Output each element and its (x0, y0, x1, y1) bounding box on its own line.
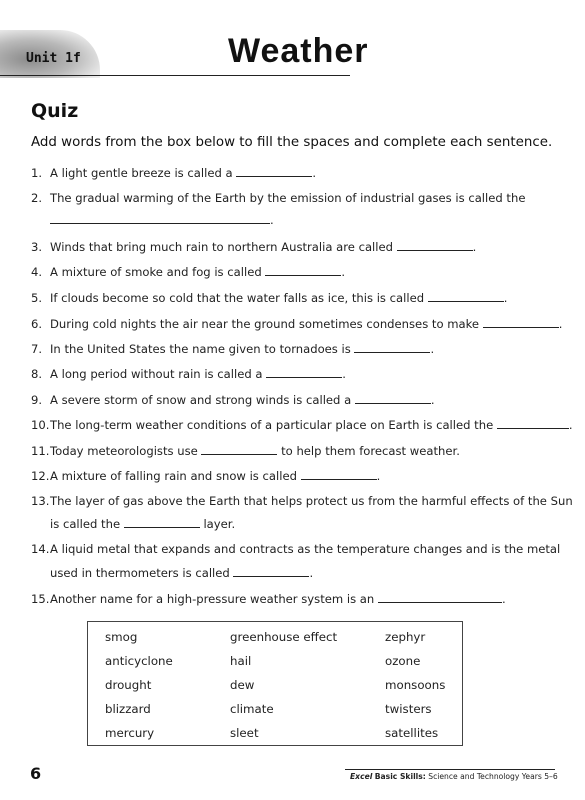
answer-blank-5[interactable] (428, 290, 504, 302)
word-bank-item: blizzard (105, 702, 151, 716)
question-text-end: . (503, 291, 508, 305)
page-number: 6 (30, 764, 42, 783)
question-14 (31, 542, 560, 556)
question-number: 4. (31, 265, 43, 279)
question-text-end: . (342, 367, 346, 381)
question-text: In the United States the name given to tornadoes is (50, 342, 351, 356)
question-text: A light gentle breeze is called a (50, 166, 233, 180)
question-text-end: . (341, 265, 346, 279)
question-text: The long-term weather conditions of a particular place on Earth is called the (50, 418, 494, 432)
question-6 (31, 316, 562, 331)
answer-blank-3[interactable] (397, 239, 473, 251)
question-number: 14. (31, 542, 50, 556)
question-text: A mixture of smoke and fog is called (50, 265, 262, 279)
answer-blank-8[interactable] (266, 366, 342, 378)
question-text: The layer of gas above the Earth that helps protect us from the harmful effects of the Sun (50, 494, 573, 508)
word-bank-item: sleet (230, 726, 259, 740)
question-13 (31, 494, 573, 508)
question-13-continued (31, 516, 235, 531)
word-bank-item: twisters (385, 702, 432, 716)
question-number: 15. (31, 592, 50, 606)
answer-blank-2[interactable] (50, 212, 270, 224)
footer-credit (350, 772, 558, 781)
question-2 (31, 191, 525, 205)
word-bank-item: ozone (385, 654, 421, 668)
word-bank-box (87, 621, 463, 746)
question-text-end: . (430, 393, 435, 407)
answer-blank-4[interactable] (265, 264, 341, 276)
question-2-continued (31, 212, 274, 227)
answer-blank-7[interactable] (354, 341, 430, 353)
question-text: If clouds become so cold that the water falls as ice, this is called (50, 291, 425, 305)
quiz-instructions: Add words from the box below to fill the spaces and complete each sentence. (31, 135, 553, 150)
word-bank-item: drought (105, 678, 152, 692)
quiz-heading: Quiz (31, 100, 79, 122)
question-text: is called the (50, 517, 121, 531)
question-9 (31, 392, 435, 407)
answer-blank-14[interactable] (233, 565, 309, 577)
question-text: used in thermometers is called (50, 566, 230, 580)
answer-blank-1[interactable] (236, 165, 312, 177)
question-10 (31, 417, 573, 432)
question-11 (31, 443, 460, 458)
footer-brand: Excel (350, 772, 373, 781)
question-7 (31, 341, 434, 356)
word-bank-item: climate (230, 702, 274, 716)
question-15 (31, 591, 506, 606)
answer-blank-12[interactable] (301, 468, 377, 480)
question-text: A severe storm of snow and strong winds is called a (50, 393, 352, 407)
question-text-end: . (376, 469, 381, 483)
word-bank-item: monsoons (385, 678, 446, 692)
question-text-end: layer. (203, 517, 236, 531)
question-text-end: to help them forecast weather. (281, 444, 460, 458)
word-bank-item: greenhouse effect (230, 630, 338, 644)
question-12 (31, 468, 380, 483)
question-14-continued (31, 565, 313, 580)
question-text: A liquid metal that expands and contracts as the temperature changes and is the metal (50, 542, 561, 556)
answer-blank-6[interactable] (483, 316, 559, 328)
question-number: 7. (31, 342, 43, 356)
footer-divider (345, 769, 555, 770)
question-text-end: . (501, 592, 506, 606)
word-bank-item: anticyclone (105, 654, 173, 668)
question-text-end: . (309, 566, 314, 580)
question-number: 12. (31, 469, 50, 483)
question-text-end: . (270, 213, 274, 227)
footer-subtitle: Science and Technology Years 5–6 (428, 772, 558, 781)
question-text: Winds that bring much rain to northern Australia are called (50, 240, 393, 254)
question-text-end: . (430, 342, 435, 356)
question-number: 8. (31, 367, 43, 381)
question-number: 5. (31, 291, 43, 305)
question-8 (31, 366, 346, 381)
answer-blank-11[interactable] (201, 443, 277, 455)
answer-blank-13[interactable] (124, 516, 200, 528)
question-number: 6. (31, 317, 43, 331)
question-number: 10. (31, 418, 50, 432)
question-text-end: . (472, 240, 477, 254)
question-text-end: . (312, 166, 316, 180)
word-bank-item: smog (105, 630, 138, 644)
answer-blank-10[interactable] (497, 417, 569, 429)
unit-label: Unit 1f (26, 51, 81, 66)
answer-blank-9[interactable] (355, 392, 431, 404)
word-bank-item: mercury (105, 726, 155, 740)
word-bank-item: zephyr (385, 630, 426, 644)
word-bank-item: dew (230, 678, 255, 692)
question-text: A long period without rain is called a (50, 367, 263, 381)
question-3 (31, 239, 476, 254)
question-4 (31, 264, 345, 279)
question-number: 1. (31, 166, 43, 180)
header-divider (0, 75, 350, 76)
question-number: 13. (31, 494, 50, 508)
question-text: Another name for a high-pressure weather system is an (50, 592, 375, 606)
question-text: During cold nights the air near the ground sometimes condenses to make (50, 317, 480, 331)
question-text: The gradual warming of the Earth by the emission of industrial gases is called the (50, 191, 526, 205)
question-5 (31, 290, 507, 305)
word-bank-item: satellites (385, 726, 439, 740)
question-number: 11. (31, 444, 50, 458)
question-text: A mixture of falling rain and snow is called (50, 469, 297, 483)
question-number: 3. (31, 240, 43, 254)
word-bank-item: hail (230, 654, 252, 668)
question-1 (31, 165, 316, 180)
question-text-end: . (558, 317, 563, 331)
question-text-end: . (568, 418, 573, 432)
page-title: Weather (228, 32, 369, 70)
footer-series: Basic Skills: (374, 772, 426, 781)
answer-blank-15[interactable] (378, 591, 502, 603)
question-number: 9. (31, 393, 43, 407)
question-number: 2. (31, 191, 43, 205)
question-text: Today meteorologists use (50, 444, 198, 458)
